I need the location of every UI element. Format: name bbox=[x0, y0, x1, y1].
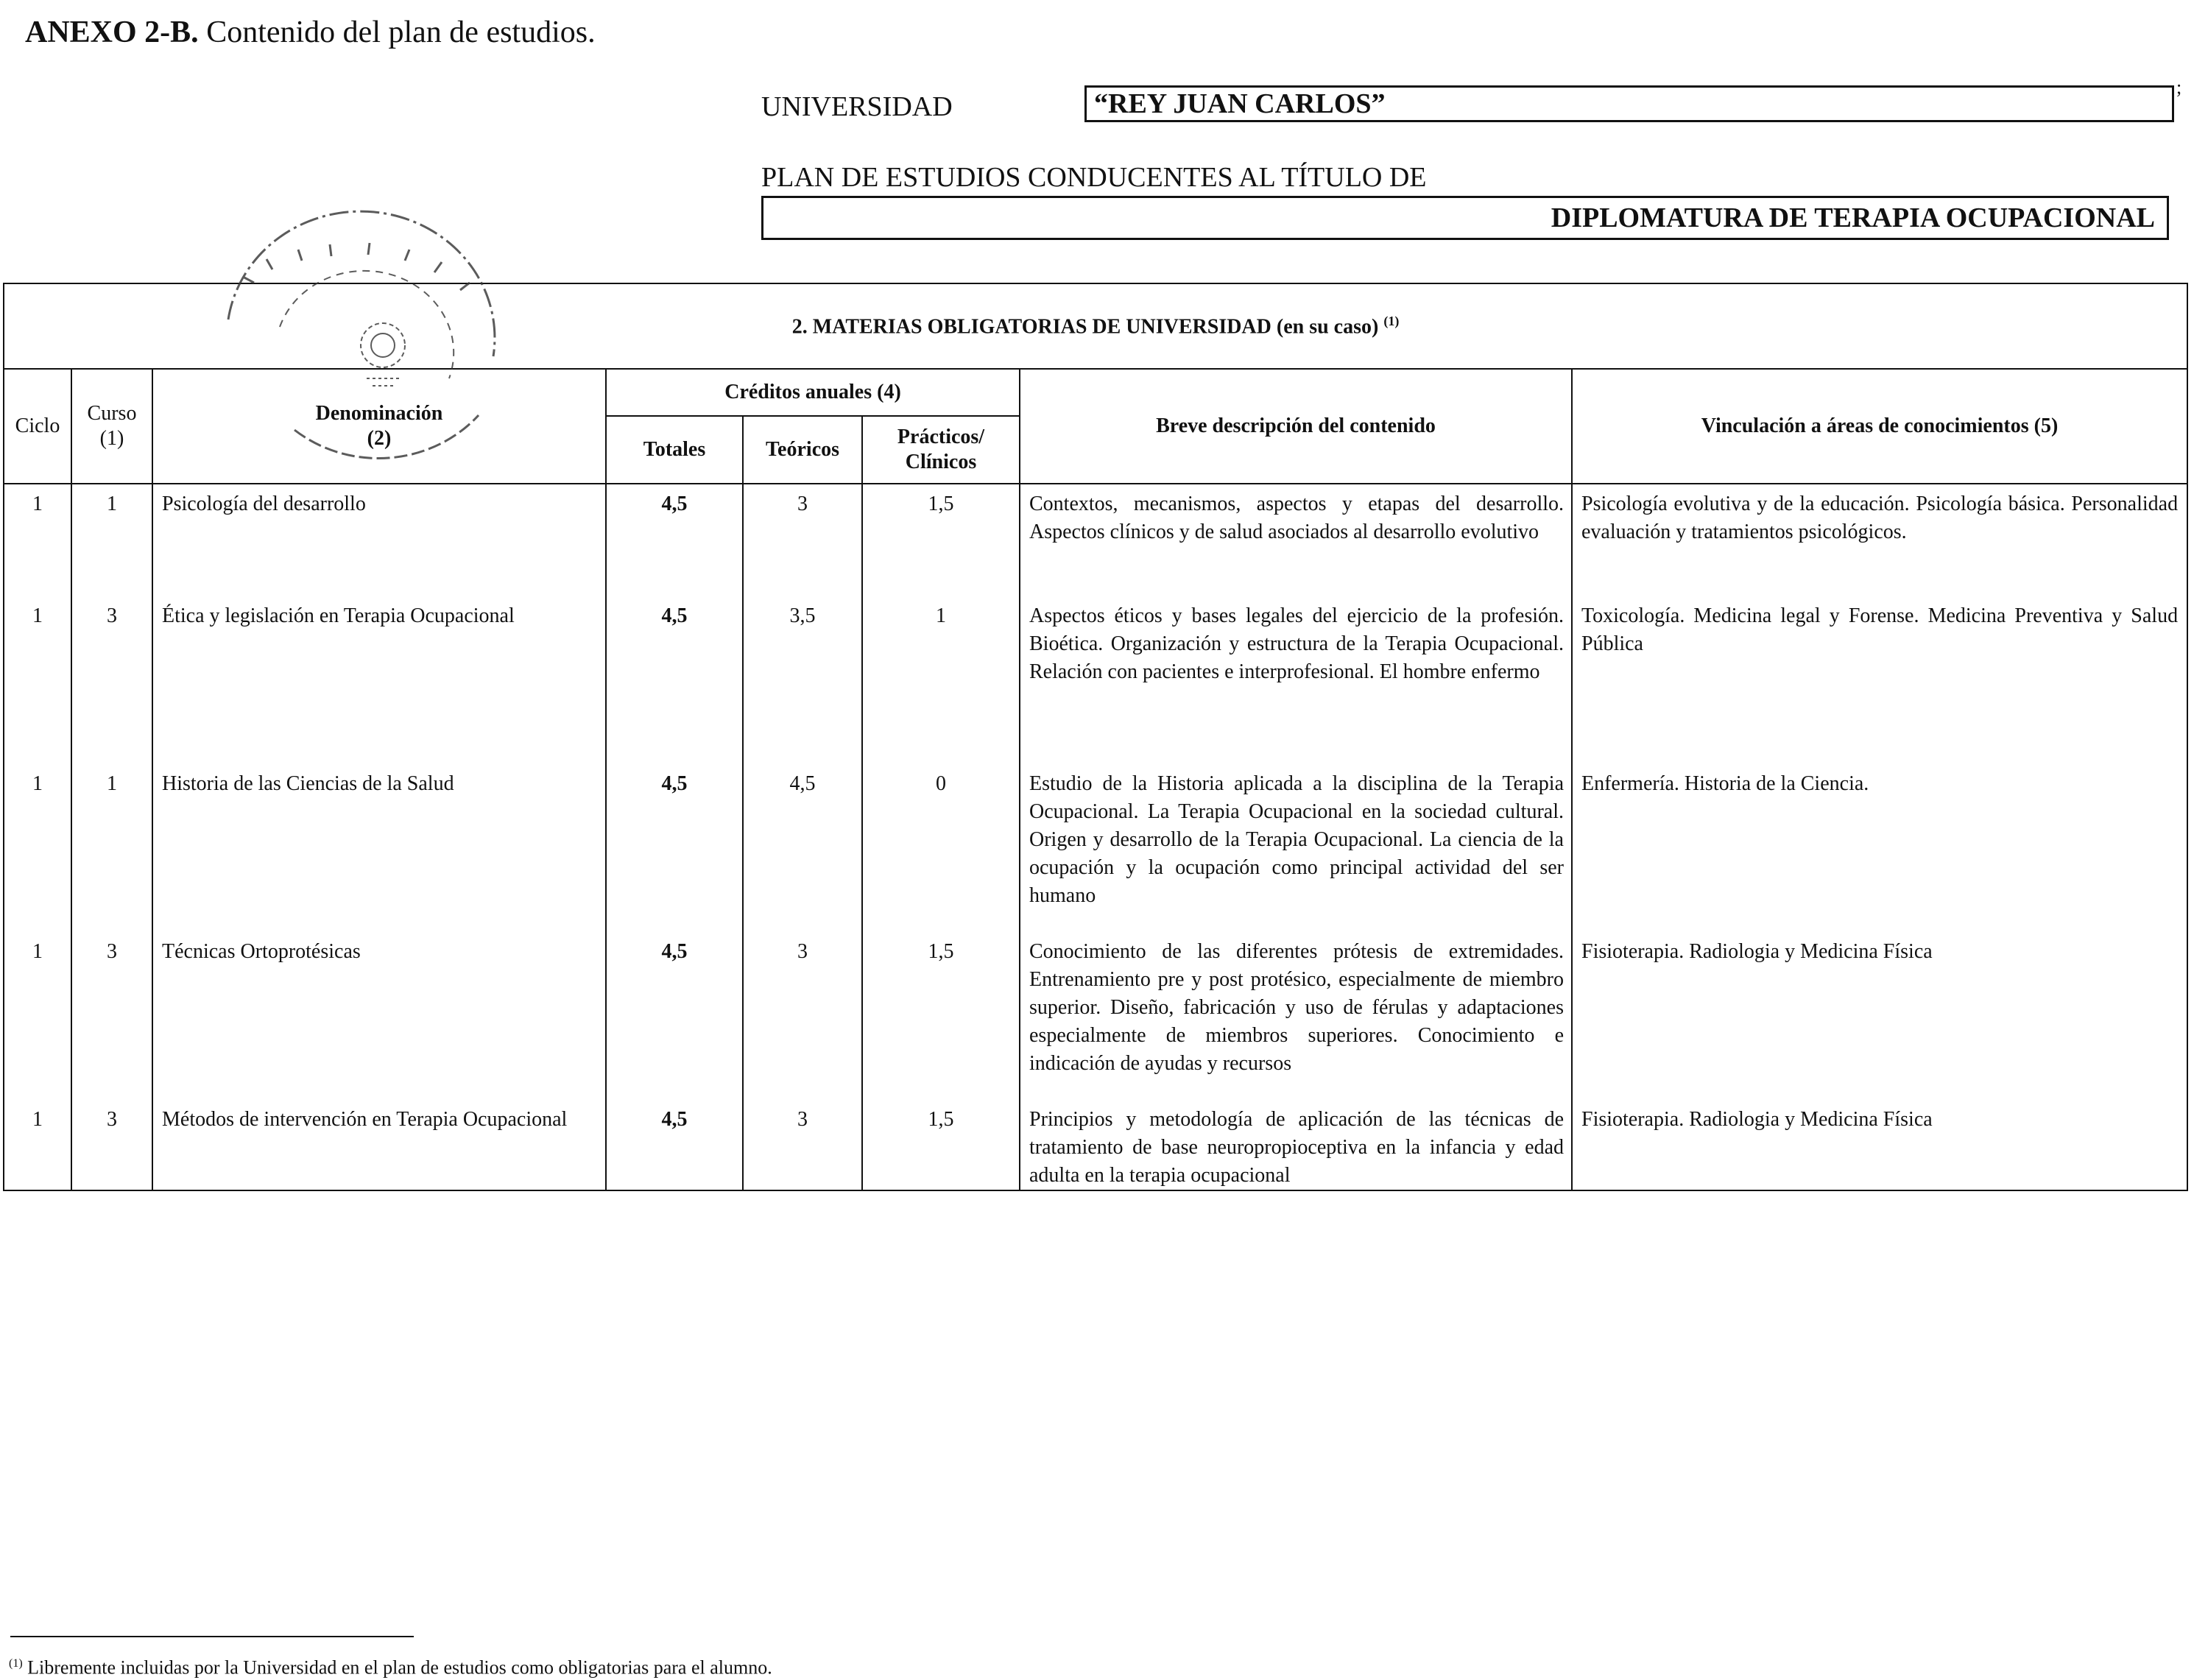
header-curso-note: (1) bbox=[99, 427, 124, 450]
cell-descripcion: Aspectos éticos y bases legales del ejercicio de la profesión. Bioética. Organización y estructura de la Terapia Ocupacional. Relación con pacientes e interprofesional. El hombre enfermo bbox=[1020, 596, 1572, 764]
cell-ciclo: 1 bbox=[4, 596, 71, 764]
cell-practicos: 1,5 bbox=[862, 932, 1020, 1100]
cell-teoricos: 3 bbox=[743, 932, 862, 1100]
cell-totales: 4,5 bbox=[606, 596, 743, 764]
header-teoricos: Teóricos bbox=[743, 416, 862, 484]
header-curso bbox=[71, 369, 152, 484]
cell-denominacion: Psicología del desarrollo bbox=[152, 484, 606, 596]
cell-ciclo: 1 bbox=[4, 932, 71, 1100]
table-row bbox=[4, 764, 2187, 932]
page-heading bbox=[25, 10, 596, 54]
annex-title: Contenido del plan de estudios. bbox=[206, 15, 596, 49]
cell-practicos: 1,5 bbox=[862, 484, 1020, 596]
degree-title-box: DIPLOMATURA DE TERAPIA OCUPACIONAL bbox=[761, 196, 2169, 240]
section-title-note: (1) bbox=[1383, 313, 1400, 328]
header-vinculacion: Vinculación a áreas de conocimientos (5) bbox=[1572, 369, 2187, 484]
cell-totales: 4,5 bbox=[606, 1100, 743, 1190]
cell-vinculacion: Fisioterapia. Radiologia y Medicina Física bbox=[1572, 1100, 2187, 1190]
footnote-mark: (1) bbox=[9, 1657, 23, 1670]
cell-curso: 3 bbox=[71, 596, 152, 764]
cell-denominacion: Historia de las Ciencias de la Salud bbox=[152, 764, 606, 932]
cell-teoricos: 4,5 bbox=[743, 764, 862, 932]
annex-number: ANEXO 2-B. bbox=[25, 15, 199, 49]
header-practicos-line1: Prácticos/ bbox=[897, 426, 985, 448]
cell-teoricos: 3,5 bbox=[743, 596, 862, 764]
cell-curso: 3 bbox=[71, 1100, 152, 1190]
cell-practicos: 0 bbox=[862, 764, 1020, 932]
header-creditos: Créditos anuales (4) bbox=[606, 369, 1020, 416]
footnote-text: Libremente incluidas por la Universidad en el plan de estudios como obligatorias para el alumno. bbox=[27, 1656, 772, 1679]
cell-denominacion: Técnicas Ortoprotésicas bbox=[152, 932, 606, 1100]
university-label: UNIVERSIDAD bbox=[761, 91, 953, 122]
cell-ciclo: 1 bbox=[4, 764, 71, 932]
plan-label: PLAN DE ESTUDIOS CONDUCENTES AL TÍTULO DE bbox=[761, 162, 1427, 193]
header-descripcion: Breve descripción del contenido bbox=[1020, 369, 1572, 484]
cell-totales: 4,5 bbox=[606, 764, 743, 932]
cell-curso: 3 bbox=[71, 932, 152, 1100]
cell-vinculacion: Psicología evolutiva y de la educación. Psicología básica. Personalidad evaluación y tratamientos psicológicos. bbox=[1572, 484, 2187, 596]
header-practicos-line2: Clínicos bbox=[905, 451, 977, 473]
header-curso-label: Curso bbox=[87, 402, 137, 425]
header-practicos bbox=[862, 416, 1020, 484]
table-row bbox=[4, 484, 2187, 596]
cell-teoricos: 3 bbox=[743, 484, 862, 596]
footnote-rule bbox=[10, 1636, 414, 1637]
subjects-table bbox=[3, 283, 2188, 1191]
cell-practicos: 1,5 bbox=[862, 1100, 1020, 1190]
cell-teoricos: 3 bbox=[743, 1100, 862, 1190]
cell-ciclo: 1 bbox=[4, 484, 71, 596]
header-totales: Totales bbox=[606, 416, 743, 484]
cell-descripcion: Conocimiento de las diferentes prótesis de extremidades. Entrenamiento pre y post protésico, especialmente de miembro superior. Diseño, fabricación y uso de férulas y adaptaciones especialmente de miembros superiores. Conocimiento e indicación de ayudas y recursos bbox=[1020, 932, 1572, 1100]
cell-totales: 4,5 bbox=[606, 484, 743, 596]
cell-curso: 1 bbox=[71, 484, 152, 596]
cell-vinculacion: Fisioterapia. Radiologia y Medicina Física bbox=[1572, 932, 2187, 1100]
cell-descripcion: Contextos, mecanismos, aspectos y etapas del desarrollo. Aspectos clínicos y de salud asociados al desarrollo evolutivo bbox=[1020, 484, 1572, 596]
cell-ciclo: 1 bbox=[4, 1100, 71, 1190]
cell-totales: 4,5 bbox=[606, 932, 743, 1100]
header-denominacion bbox=[152, 369, 606, 484]
margin-mark: ; bbox=[2176, 77, 2182, 98]
table-row bbox=[4, 932, 2187, 1100]
table-row bbox=[4, 596, 2187, 764]
table-row bbox=[4, 1100, 2187, 1190]
section-title-text: 2. MATERIAS OBLIGATORIAS DE UNIVERSIDAD (en su caso) bbox=[791, 315, 1379, 339]
cell-vinculacion: Enfermería. Historia de la Ciencia. bbox=[1572, 764, 2187, 932]
cell-denominacion: Ética y legislación en Terapia Ocupacional bbox=[152, 596, 606, 764]
section-title bbox=[4, 283, 2187, 369]
cell-vinculacion: Toxicología. Medicina legal y Forense. Medicina Preventiva y Salud Pública bbox=[1572, 596, 2187, 764]
header-ciclo: Ciclo bbox=[4, 369, 71, 484]
cell-descripcion: Principios y metodología de aplicación de las técnicas de tratamiento de base neuropropioceptiva en la infancia y edad adulta en la terapia ocupacional bbox=[1020, 1100, 1572, 1190]
cell-curso: 1 bbox=[71, 764, 152, 932]
cell-practicos: 1 bbox=[862, 596, 1020, 764]
cell-denominacion: Métodos de intervención en Terapia Ocupacional bbox=[152, 1100, 606, 1190]
header-denominacion-note: (2) bbox=[367, 427, 392, 450]
cell-descripcion: Estudio de la Historia aplicada a la disciplina de la Terapia Ocupacional. La Terapia Ocupacional en la sociedad cultural. Origen y desarrollo de la Terapia Ocupacional. La ciencia de la ocupación y la ocupación como principal actividad del ser humano bbox=[1020, 764, 1572, 932]
header-denominacion-label: Denominación bbox=[315, 402, 443, 425]
university-name-box: “REY JUAN CARLOS” bbox=[1084, 85, 2174, 122]
footnote bbox=[9, 1652, 772, 1680]
